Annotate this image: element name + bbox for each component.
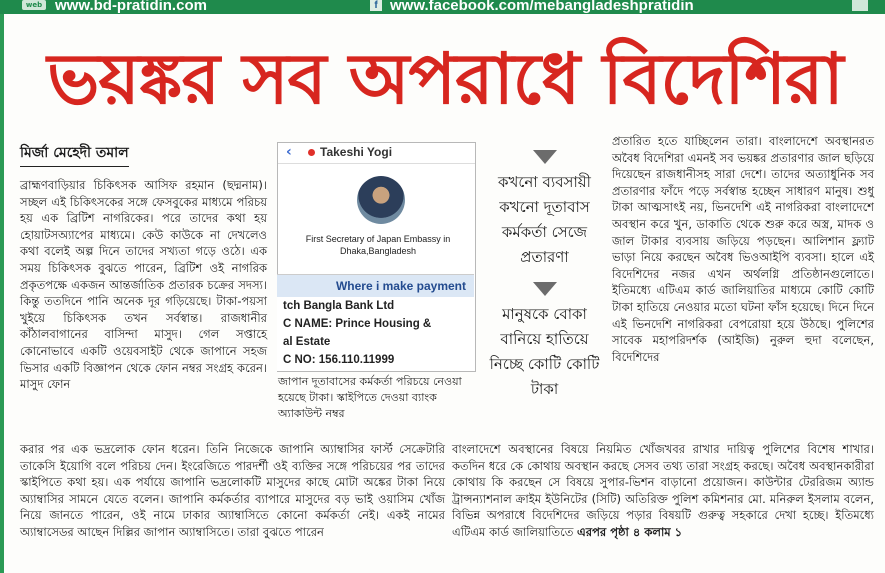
pull-quote-1: কখনো ব্যবসায়ী কখনো দূতাবাস কর্মকর্তা সেজে প্রতারণা xyxy=(498,173,591,266)
chat-title-bar xyxy=(278,143,475,164)
bank-line-3: al Estate xyxy=(283,336,331,348)
article-column-1: ব্রাহ্মণবাড়িয়ার চিকিৎসক আসিফ রহমান (ছদ্মনাম)। সচ্ছল এই চিকিৎসকের সঙ্গে ফেসবুকের মাধ্যমে পরিচয় হয় এক ব্রিটিশ নাগরিকের। পরে তাদের কথা হয় হোয়াটসঅ্যাপের মাধ্যমে। কেউ কাউকে না দেখলেও কথা বলেই অল্প দিনে তাদের সখ্যতা গড়ে ওঠে। এক সময় চিকিৎসক বুঝতে পারেন, ব্রিটিশ ওই নাগরিক প্রকৃতপক্ষে একজন আন্তর্জাতিক প্রতারক চক্রের সদস্য। কিন্তু ততদিনে পানি অনেক দূর গড়িয়েছে। টাকা-পয়সা খুইয়ে চিকিৎসক তখন সর্বস্বান্ত। রাজধানীর কাঁঠালবাগানের বাসিন্দা মাসুদ। গেল সপ্তাহে কোনোভাবে একটি ওয়েবসাইট থেকে জাপানে সহজ ভিসার একটি বিজ্ঞাপন থেকে ফোন নম্বর সংগ্রহ করেন। মাসুদ ফোন xyxy=(20,178,267,392)
pull-quote-2: মানুষকে বোকা বানিয়ে হাতিয়ে নিচ্ছে কোটি কোটি টাকা xyxy=(489,305,600,398)
byline: মির্জা মেহেদী তমাল xyxy=(20,141,129,167)
avatar xyxy=(357,176,405,224)
payment-message xyxy=(277,274,474,371)
contact-name: Takeshi Yogi xyxy=(320,145,393,159)
triangle-down-icon xyxy=(533,282,557,296)
article-bottom-right-text: বাংলাদেশে অবস্থানের বিষয়ে নিয়মিত খোঁজখবর রাখার দায়িত্ব পুলিশের বিশেষ শাখার। কতদিন ধরে কে কোথায় অবস্থান করছে সেসব তথ্য তারা সংগ্রহ করছে। অবৈধ অবস্থানকারীরা কোথায় কি করছেন সে বিষয়ে সুপার-ভিশন বাড়ানো প্রয়োজন। কাউন্টার টেররিজম অ্যান্ড ট্রান্সন্যাশনাল ক্রাইম ইউনিটের (সিটি) অতিরিক্ত পুলিশ কমিশনার মো. মনিরুল ইসলাম বলেন, বিভিন্ন অপরাধে বিদেশিদের জড়িয়ে পড়ার বিষয়টি গুরুত্ব সহকারে দেখা হচ্ছে। ইতিমধ্যে এটিএম কার্ড জালিয়াতিতে xyxy=(452,442,874,539)
bank-line-1: tch Bangla Bank Ltd xyxy=(283,300,395,312)
share-icon xyxy=(852,0,868,11)
article-column-right: প্রতারিত হতে যাচ্ছিলেন তারা। বাংলাদেশে অবস্থানরত অবৈধ বিদেশিরা এমনই সব ভয়ঙ্কর প্রতারণার জাল ছড়িয়ে দিয়েছেন রাজধানীসহ সারা দেশে। তাদের অত্যাধুনিক সব প্রতারণার ফাঁদে পড়ে সর্বস্বান্ত হচ্ছেন সাধারণ মানুষ। শুধু টাকা আত্মসাৎই নয়, ভিনদেশি এই নাগরিকরা বাংলাদেশে অবস্থান করে খুন, ডাকাতি থেকে শুরু করে অস্ত্র, মাদক ও জাল টাকার ব্যবসায় জড়িয়ে পড়ছেন। আলিশান ফ্ল্যাট ভাড়া নিয়ে করছেন অবৈধ ভিওআইপি ব্যবসা। হালে এই বিদেশিদের নজর এখন অর্থলগ্নি প্রতিষ্ঠানগুলোতে। ইতিমধ্যে এটিএম কার্ড জালিয়াতির মাধ্যমে কোটি কোটি টাকা হাতিয়ে নেওয়ার মতো ঘটনা ফাঁস হয়েছে। দিনে দিনে এই ভিনদেশি নাগরিকরা বেপরোয়া হয়ে উঠছে। পুলিশের সাবেক মহাপরিদর্শক (আইজি) নুরুল হুদা বলেছেন, বিদেশিদের xyxy=(612,134,874,364)
website-url[interactable]: www.bd-pratidin.com xyxy=(55,0,207,14)
status-dot-icon xyxy=(308,149,315,156)
web-icon: web xyxy=(22,0,46,10)
bank-line-4: C NO: 156.110.11999 xyxy=(283,354,395,366)
payment-header: Where i make payment xyxy=(277,275,474,297)
header-strip xyxy=(0,0,885,14)
back-arrow-icon: ‹ xyxy=(286,144,292,160)
continued-note: এরপর পৃষ্ঠা ৪ কলাম ১ xyxy=(577,524,683,539)
profile-caption-line-1: First Secretary of Japan Embassy in xyxy=(305,234,451,244)
profile-caption-line-2: Dhaka,Bangladesh xyxy=(339,246,417,256)
left-border xyxy=(0,14,4,573)
photo-caption: জাপান দূতাবাসের কর্মকর্তা পরিচয়ে নেওয়া হয়েছে টাকা। স্কাইপিতে দেওয়া ব্যাংক অ্যাকাউন্ট নম্বর xyxy=(278,375,462,420)
pull-quote xyxy=(482,150,607,414)
triangle-down-icon xyxy=(533,150,557,164)
article-bottom-right xyxy=(452,441,874,541)
bank-line-2: C NAME: Prince Housing & xyxy=(283,318,432,330)
facebook-icon: f xyxy=(370,0,382,11)
article-bottom-left: করার পর এক ভদ্রলোক ফোন ধরেন। তিনি নিজেকে জাপানি অ্যাম্বাসির ফার্স্ট সেক্রেটারি তাকেসি ইয়োগি বলে পরিচয় দেন। ইংরেজিতে পারদর্শী ওই ব্যক্তির সঙ্গে পরিচয়ের পর তাদের স্কাইপিতে কথা হয়। এক পর্যায়ে জাপানি ভদ্রলোকটি মাসুদের কাছে মোটা অঙ্কের টাকা নিয়ে অ্যাম্বাসির সামনে যেতে বলেন। জাপানি কর্মকর্তার ব্যাপারে মাসুদের বড় ভাই ওয়াসিম খোঁজ নিয়ে জানতে পারেন, ওই নামে ঢাকার অ্যাম্বাসিতে কোনো কর্মকর্তা নেই। একই নামের অ্যাম্বাসেডর আছেন দিল্লির জাপান অ্যাম্বাসিতে। তারা বুঝতে পারেন xyxy=(20,442,445,539)
headline: ভয়ঙ্কর সব অপরাধে বিদেশিরা xyxy=(47,38,843,120)
facebook-url[interactable]: www.facebook.com/mebangladeshpratidin xyxy=(390,0,694,14)
profile-caption xyxy=(288,233,468,257)
